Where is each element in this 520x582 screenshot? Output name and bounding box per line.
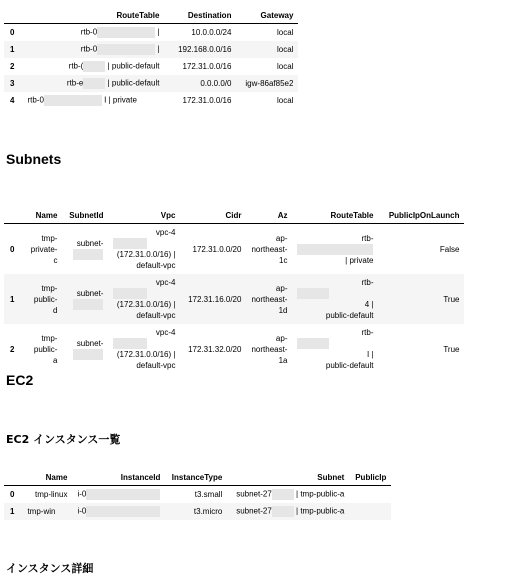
destination-cell: 10.0.0.0/24 — [191, 28, 232, 37]
route-table-id: rtb-e — [66, 78, 84, 88]
public-ip-cell — [349, 486, 391, 504]
redacted-block — [272, 506, 294, 517]
table-row — [4, 75, 298, 92]
route-table-name: I | private — [104, 95, 137, 105]
column-header-routetable: RouteTable — [22, 8, 164, 24]
table-row — [4, 324, 464, 374]
az-cell: ap- northeast- 1c — [251, 233, 288, 265]
column-header-subnetid: SubnetId — [62, 208, 108, 224]
subnet-id-cell: subnet- — [62, 324, 108, 374]
instance-name-cell: tmp-win — [22, 503, 72, 520]
instance-id-cell: i-0 — [72, 503, 165, 520]
column-header-routetable: RouteTable — [292, 208, 378, 224]
column-header-name: Name — [22, 208, 62, 224]
public-ip-cell: True — [378, 274, 464, 324]
redacted-block — [297, 288, 329, 299]
row-index: 0 — [10, 244, 15, 254]
table-header-row — [4, 208, 464, 224]
route-table-cell: rtb- | private — [292, 224, 378, 275]
redacted-block — [86, 506, 160, 517]
instance-name-cell: tmp-linux — [35, 490, 68, 499]
subnet-id-cell: subnet- — [62, 274, 108, 324]
az-cell: ap- northeast- 1d — [246, 274, 292, 324]
cidr-cell: 172.31.16.0/20 — [180, 274, 246, 324]
gateway-cell: local — [236, 41, 298, 58]
table-row — [4, 58, 298, 75]
route-table-cell — [22, 92, 164, 109]
route-table — [4, 8, 298, 109]
column-header-subnet: Subnet — [227, 470, 349, 486]
row-index: 0 — [10, 490, 15, 499]
table-row — [4, 274, 464, 324]
redacted-block — [297, 244, 373, 255]
ec2-instance-list-heading: EC2 インスタンス一覧 — [6, 433, 121, 446]
route-table-name: | public-default — [107, 78, 160, 88]
redacted-block — [97, 27, 155, 38]
gateway-cell: local — [277, 28, 294, 37]
gateway-cell: local — [277, 96, 294, 105]
subnet-cell: subnet-27 | tmp-public-a — [236, 489, 345, 499]
row-index: 2 — [10, 344, 15, 354]
redacted-block — [73, 249, 103, 260]
row-index: 0 — [10, 28, 15, 37]
destination-cell: 0.0.0.0/0 — [164, 75, 236, 92]
route-table-cell — [22, 75, 164, 92]
column-header-vpc: Vpc — [108, 208, 180, 224]
column-header-publicip: PublicIpOnLaunch — [378, 208, 464, 224]
column-header-index — [4, 208, 22, 224]
cidr-cell: 172.31.32.0/20 — [188, 344, 242, 354]
subnet-cell: subnet-27 | tmp-public-a — [227, 503, 349, 520]
public-ip-cell — [349, 503, 391, 520]
gateway-cell: local — [277, 62, 294, 71]
redacted-block — [272, 489, 294, 500]
redacted-block — [83, 61, 105, 72]
redacted-block — [113, 238, 147, 249]
instance-type-cell: t3.micro — [165, 503, 227, 520]
column-header-cidr: Cidr — [180, 208, 246, 224]
column-header-name: Name — [22, 470, 72, 486]
table-row — [4, 24, 298, 42]
subnet-name-cell: tmp- private- c — [30, 233, 58, 265]
destination-cell: 172.31.0.0/16 — [182, 62, 232, 71]
redacted-block — [297, 338, 329, 349]
redacted-block — [86, 489, 160, 500]
destination-cell: 172.31.0.0/16 — [182, 96, 232, 105]
column-header-destination: Destination — [164, 8, 236, 24]
route-table-cell: rtb- I | public-default — [292, 324, 378, 374]
row-index: 1 — [4, 41, 22, 58]
table-row — [4, 486, 391, 504]
redacted-block — [97, 44, 155, 55]
table-row — [4, 503, 391, 520]
table-header-row — [4, 470, 391, 486]
route-table-cell — [22, 41, 164, 58]
route-table-id: rtb-( — [68, 61, 84, 71]
redacted-block — [113, 338, 147, 349]
row-index: 4 — [10, 96, 15, 105]
destination-cell: 192.168.0.0/16 — [164, 41, 236, 58]
row-index: 2 — [10, 62, 15, 71]
route-table-cell — [22, 58, 164, 75]
vpc-cell: vpc-4 (172.31.0.0/16) | default-vpc — [108, 274, 180, 324]
redacted-block — [73, 299, 103, 310]
column-header-index — [4, 470, 22, 486]
instance-id-cell: i-0 — [72, 486, 165, 504]
table-row — [4, 224, 464, 275]
subnets-table — [4, 208, 464, 374]
row-index: 1 — [4, 503, 22, 520]
column-header-az: Az — [246, 208, 292, 224]
table-row — [4, 92, 298, 109]
public-ip-cell: True — [443, 344, 460, 354]
cidr-cell: 172.31.0.0/20 — [192, 244, 242, 254]
column-header-index — [4, 8, 22, 24]
redacted-block — [44, 95, 102, 106]
public-ip-cell: False — [439, 244, 460, 254]
redacted-block — [73, 349, 103, 360]
column-header-gateway: Gateway — [236, 8, 298, 24]
ec2-instances-table — [4, 470, 391, 520]
table-header-row — [4, 8, 298, 24]
gateway-cell: igw-86af85e2 — [236, 75, 298, 92]
subnet-name-cell: tmp- public- d — [22, 274, 62, 324]
route-table-name: | — [157, 27, 160, 37]
route-table-name: | — [157, 44, 160, 54]
redacted-block — [83, 78, 105, 89]
vpc-cell: vpc-4 (172.31.0.0/16) | default-vpc — [108, 324, 180, 374]
vpc-cell: vpc-4 (172.31.0.0/16) | default-vpc — [108, 224, 180, 275]
table-row — [4, 41, 298, 58]
column-header-publicip: PublicIp — [349, 470, 391, 486]
row-index: 3 — [4, 75, 22, 92]
route-table-id: rtb-0 — [80, 27, 98, 37]
route-table-id: rtb-0 — [80, 44, 98, 54]
instance-type-cell: t3.small — [194, 490, 223, 499]
column-header-instanceid: InstanceId — [72, 470, 165, 486]
subnet-name-cell: tmp- public- a — [33, 333, 58, 365]
instance-detail-heading: インスタンス詳細 — [6, 562, 94, 575]
subnets-heading: Subnets — [6, 151, 62, 167]
subnet-id-cell: subnet- — [62, 224, 108, 275]
route-table-cell — [22, 24, 164, 42]
row-index: 1 — [4, 274, 22, 324]
redacted-block — [113, 288, 147, 299]
route-table-name: | public-default — [107, 61, 160, 71]
az-cell: ap- northeast- 1a — [251, 333, 288, 365]
column-header-instancetype: InstanceType — [165, 470, 227, 486]
route-table-cell: rtb- 4 | public-default — [292, 274, 378, 324]
route-table-id: rtb-0 — [27, 95, 44, 105]
ec2-heading: EC2 — [6, 372, 34, 388]
